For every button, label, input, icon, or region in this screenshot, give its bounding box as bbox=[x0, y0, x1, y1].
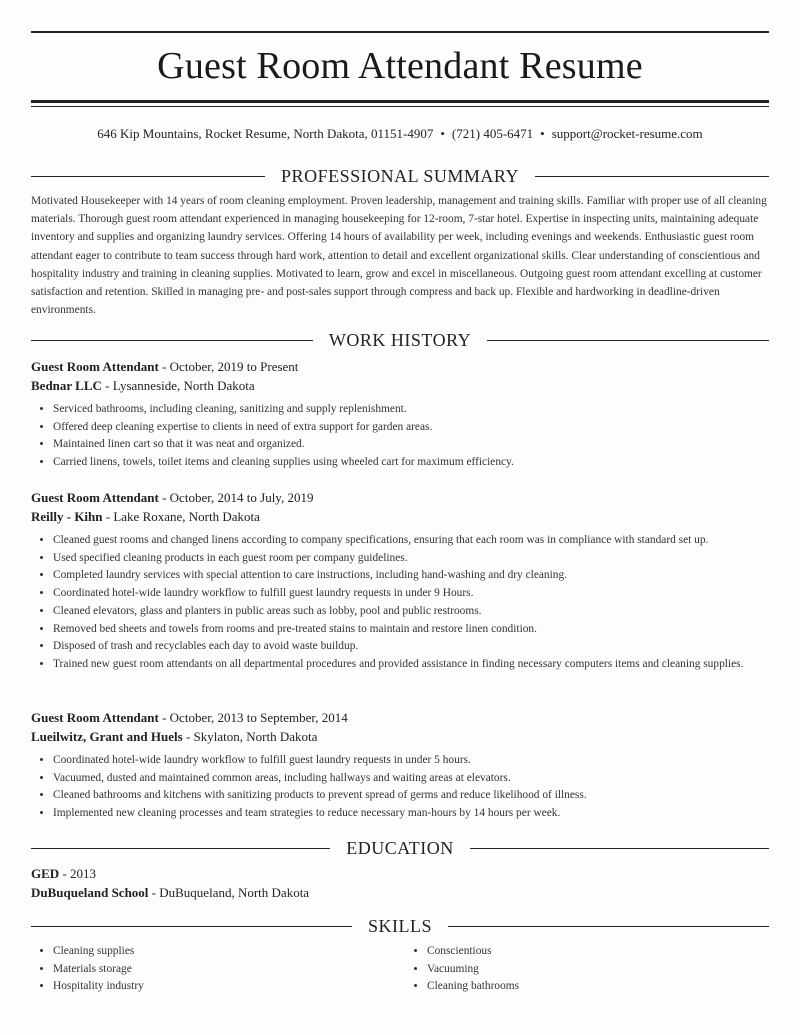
section-title: WORK HISTORY bbox=[328, 329, 472, 350]
job-company-line bbox=[31, 727, 771, 746]
title-rule-thin bbox=[31, 106, 769, 107]
section-rule bbox=[31, 176, 265, 177]
list-item: • Removed bed sheets and towels from rooms and pre-treated stains to maintain and restore linen condition. bbox=[53, 621, 771, 639]
summary-text: Motivated Housekeeper with 14 years of room cleaning employment. Proven leadership, management and training skills. Familiar with proper use of all cleaning materials. Thorough guest room attendant experienced in managing housekeeping for 12-room, 7-star hotel. Expertise in inspecting units, maintaining adequate inventory and supplies and organizing laundry services. Offering 14 hours of availability per week, including evenings and weekends. Enthusiastic guest room attendant eager to contribute to team success through hard work, attention to detail and excellent organizational skills. Clear understanding of conscientious and hospitality industry and training in cleaning supplies. Motivated to learn, grow and excel in miscellaneous. Outgoing guest room attendant excelling at customer satisfaction and retention. Skilled in managing pre- and post-sales support through compress and back up. Flexible and hardworking in deadline-driven environments. bbox=[31, 195, 767, 317]
job-company: Lueilwitz, Grant and Huels bbox=[31, 729, 183, 744]
section-title: SKILLS bbox=[368, 915, 433, 936]
list-item: • Offered deep cleaning expertise to clients in need of extra support for garden areas. bbox=[53, 419, 771, 437]
education-school: DuBuqueland School bbox=[31, 885, 149, 900]
section-rule bbox=[487, 340, 769, 341]
education-school-line bbox=[31, 883, 771, 902]
contact-separator: • bbox=[540, 126, 545, 141]
list-item: • Cleaned guest rooms and changed linens according to company specifications, ensuring that each room was in compliance with standard set up. bbox=[53, 532, 771, 550]
section-rule bbox=[535, 176, 769, 177]
job-location: - Lake Roxane, North Dakota bbox=[102, 509, 260, 524]
list-item: • Coordinated hotel-wide laundry workflow to fulfill guest laundry requests in under 5 hours. bbox=[53, 752, 771, 770]
job-entry bbox=[31, 708, 771, 823]
list-item: • Serviced bathrooms, including cleaning, sanitizing and supply replenishment. bbox=[53, 401, 771, 419]
section-rule bbox=[470, 848, 769, 849]
job-title: Guest Room Attendant bbox=[31, 359, 159, 374]
section-header-education bbox=[31, 837, 769, 859]
list-item: • Disposed of trash and recyclables each day to avoid waste buildup. bbox=[53, 638, 771, 656]
list-item: • Implemented new cleaning processes and team strategies to reduce necessary man-hours by 14 hours per week. bbox=[53, 805, 771, 823]
contact-separator: • bbox=[440, 126, 445, 141]
section-title: EDUCATION bbox=[346, 837, 454, 858]
skill-item: • Vacuuming bbox=[427, 961, 519, 979]
job-dates: - October, 2013 to September, 2014 bbox=[158, 710, 348, 725]
section-header-work bbox=[31, 329, 769, 351]
skill-item: • Cleaning supplies bbox=[53, 943, 144, 961]
job-company-line bbox=[31, 507, 771, 526]
skills-list-right bbox=[405, 943, 519, 996]
job-title-line bbox=[31, 488, 771, 507]
section-header-skills bbox=[31, 915, 769, 937]
job-company: Reilly - Kihn bbox=[31, 509, 103, 524]
skills-list-left bbox=[31, 943, 144, 996]
education-degree: GED bbox=[31, 866, 60, 881]
job-entry bbox=[31, 488, 771, 674]
job-title-line bbox=[31, 357, 771, 376]
job-company-line bbox=[31, 376, 771, 395]
education-location: - DuBuqueland, North Dakota bbox=[148, 885, 310, 900]
job-title: Guest Room Attendant bbox=[31, 490, 159, 505]
list-item: • Cleaned elevators, glass and planters in public areas such as lobby, pool and public restrooms. bbox=[53, 603, 771, 621]
resume-title: Guest Room Attendant Resume bbox=[157, 45, 643, 87]
job-entry bbox=[31, 357, 771, 472]
list-item: • Used specified cleaning products in each guest room per company guidelines. bbox=[53, 550, 771, 568]
job-title-line bbox=[31, 708, 771, 727]
job-title: Guest Room Attendant bbox=[31, 710, 159, 725]
section-rule bbox=[31, 848, 330, 849]
section-title: PROFESSIONAL SUMMARY bbox=[281, 165, 519, 186]
skill-item: • Materials storage bbox=[53, 961, 144, 979]
job-dates: - October, 2014 to July, 2019 bbox=[158, 490, 314, 505]
title-rule-thick bbox=[31, 100, 769, 103]
contact-email: support@rocket-resume.com bbox=[551, 126, 703, 141]
section-rule bbox=[31, 926, 352, 927]
contact-address: 646 Kip Mountains, Rocket Resume, North Dakota, 01151-4907 bbox=[97, 126, 434, 141]
job-bullets bbox=[31, 401, 771, 472]
section-header-summary bbox=[31, 165, 769, 187]
list-item: • Carried linens, towels, toilet items and cleaning supplies using wheeled cart for maximum efficiency. bbox=[53, 454, 771, 472]
list-item: • Cleaned bathrooms and kitchens with sanitizing products to prevent spread of germs and reduce likelihood of illness. bbox=[53, 787, 771, 805]
skill-item: • Cleaning bathrooms bbox=[427, 978, 519, 996]
contact-phone: (721) 405-6471 bbox=[451, 126, 534, 141]
job-dates: - October, 2019 to Present bbox=[158, 359, 299, 374]
job-location: - Lysanneside, North Dakota bbox=[101, 378, 255, 393]
skill-item: • Hospitality industry bbox=[53, 978, 144, 996]
job-bullets bbox=[31, 752, 771, 823]
job-location: - Skylaton, North Dakota bbox=[182, 729, 318, 744]
skill-item: • Conscientious bbox=[427, 943, 519, 961]
list-item: • Maintained linen cart so that it was neat and organized. bbox=[53, 436, 771, 454]
education-entry bbox=[31, 864, 771, 902]
education-year: - 2013 bbox=[59, 866, 97, 881]
list-item: • Trained new guest room attendants on all departmental procedures and provided assistance in finding necessary computers items and cleaning supplies. bbox=[53, 656, 771, 674]
top-rule bbox=[31, 31, 769, 33]
list-item: • Completed laundry services with special attention to care instructions, including hand-washing and dry cleaning. bbox=[53, 567, 771, 585]
list-item: • Vacuumed, dusted and maintained common areas, including hallways and waiting areas at elevators. bbox=[53, 770, 771, 788]
job-company: Bednar LLC bbox=[31, 378, 102, 393]
education-degree-line bbox=[31, 864, 771, 883]
section-rule bbox=[448, 926, 769, 927]
list-item: • Coordinated hotel-wide laundry workflow to fulfill guest laundry requests in under 9 Hours. bbox=[53, 585, 771, 603]
section-rule bbox=[31, 340, 313, 341]
job-bullets bbox=[31, 532, 771, 674]
contact-line bbox=[0, 126, 800, 142]
